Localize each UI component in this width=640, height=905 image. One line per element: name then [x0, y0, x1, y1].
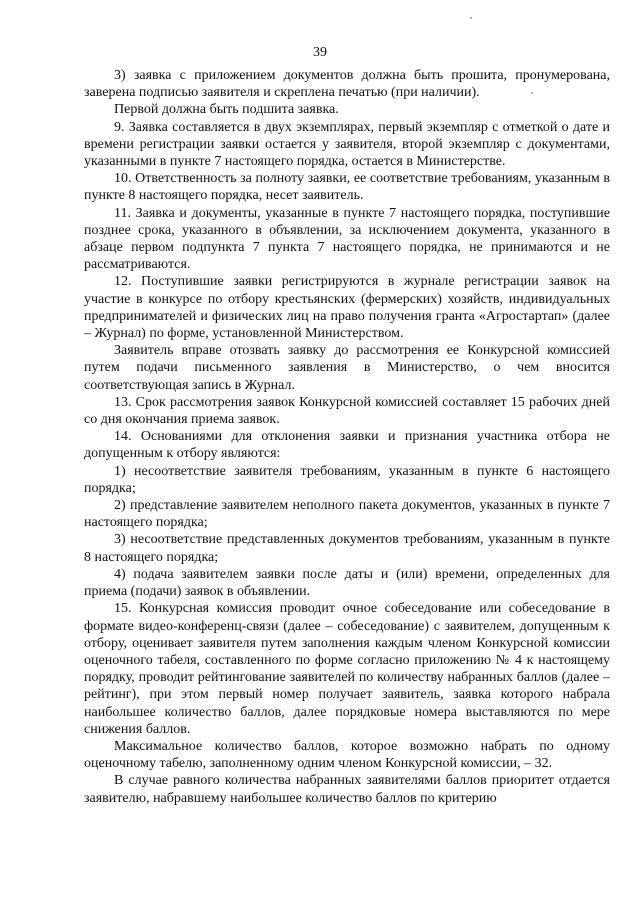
scan-speck	[470, 17, 472, 19]
paragraph-item-3: 3) заявка с приложением документов должна быть прошита, пронумерована, заверена подписью заявителя и скреплена печатью (при наличии).	[84, 68, 610, 101]
paragraph-tie-break: В случае равного количества набранных заявителями баллов приоритет отдается заявителю, набравшему наибольшее количество баллов по критерию	[84, 773, 610, 806]
paragraph-clause-10: 10. Ответственность за полноту заявки, ее соответствие требованиям, указанным в пункте 8 настоящего порядка, несет заявитель.	[84, 171, 610, 204]
paragraph-note: Первой должна быть подшита заявка.	[114, 102, 339, 118]
paragraph-subitem-1: 1) несоответствие заявителя требованиям, указанным в пункте 6 настоящего порядка;	[84, 463, 610, 496]
paragraph-clause-12: 12. Поступившие заявки регистрируются в журнале регистрации заявок на участие в конкурсе по отбору крестьянских (фермерских) хозяйств, индивидуальных предпринимателей и физических лиц на право получения гранта «Агростартап» (далее – Журнал) по форме, установленной Министерством.	[84, 274, 610, 342]
paragraph-clause-9: 9. Заявка составляется в двух экземплярах, первый экземпляр с отметкой о дате и времени регистрации заявки остается у заявителя, второй экземпляр с документами, указанными в пункте 7 настоящего порядка, остается в Министерстве.	[84, 119, 610, 170]
paragraph-clause-15: 15. Конкурсная комиссия проводит очное собеседование или собеседование в формате видео-конференц-связи (далее – собеседование) с заявителем, допущенным к отбору, оценивает заявителя путем заполнения каждым членом Конкурсной комиссии оценочного табеля, составленного по форме согласно приложению № 4 к настоящему порядку, проводит рейтингование заявителей по количеству набранных баллов (далее – рейтинг), при этом первый номер получает заявитель, заявка которого набрала наибольшее количество баллов, далее порядковые номера выставляются по мере снижения баллов.	[84, 601, 610, 737]
paragraph-withdrawal: Заявитель вправе отозвать заявку до рассмотрения ее Конкурсной комиссией путем подачи письменного заявления в Министерство, о чем вносится соответствующая запись в Журнал.	[84, 343, 610, 393]
paragraph-subitem-2: 2) представление заявителем неполного пакета документов, указанных в пункте 7 настоящего порядка;	[84, 498, 610, 531]
paragraph-clause-11: 11. Заявка и документы, указанные в пункте 7 настоящего порядка, поступившие позднее срока, указанного в объявлении, за исключением документа, указанного в абзаце первом подпункта 7 пункта 7 настоящего порядка, не принимаются и не рассматриваются.	[84, 205, 610, 273]
document-body	[84, 67, 610, 807]
paragraph-subitem-4: 4) подача заявителем заявки после даты и (или) времени, определенных для приема (подачи) заявок в объявлении.	[84, 566, 610, 600]
paragraph-max-score: Максимальное количество баллов, которое возможно набрать по одному оценочному табелю, заполненному одним членом Конкурсной комиссии, – 32.	[84, 738, 610, 772]
paragraph-subitem-3: 3) несоответствие представленных документов требованиям, указанным в пункте 8 настоящего порядка;	[84, 532, 610, 565]
paragraph-clause-14: 14. Основаниями для отклонения заявки и признания участника отбора не допущенным к отбору являются:	[84, 429, 610, 462]
page-number: 39	[313, 45, 327, 60]
paragraph-clause-13: 13. Срок рассмотрения заявок Конкурсной комиссией составляет 15 рабочих дней со дня окончания приема заявок.	[84, 394, 610, 428]
